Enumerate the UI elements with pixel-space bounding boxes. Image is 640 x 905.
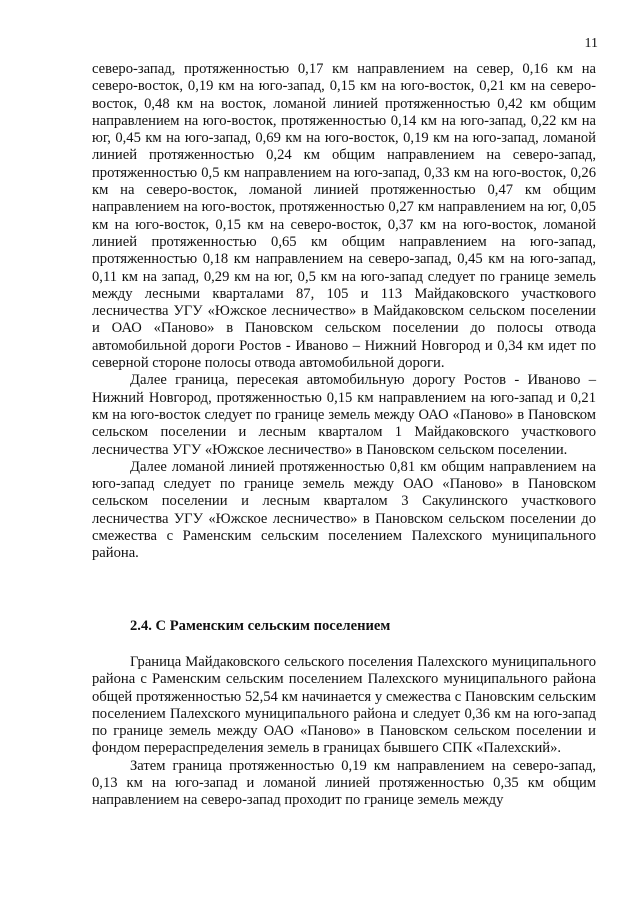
section-heading: 2.4. С Раменским сельским поселением <box>130 618 391 634</box>
paragraph: Далее граница, пересекая автомобильную дорогу Ростов - Иваново – Нижний Новгород, протяженностью 0,15 км направлением на юго-запад и 0,21 км на юго-восток следует по границе земель между ОАО «Паново» в Пановском сельском поселении и лесным кварталом 1 Майдаковского участкового лесничества УГУ «Южское лесничество» в Пановском сельском поселении. <box>92 372 596 458</box>
paragraph: Далее ломаной линией протяженностью 0,81 км общим направлением на юго-запад следует по границе земель между ОАО «Паново» в Пановском сельском поселении и лесным кварталом 3 Сакулинского участкового лесничества УГУ «Южское лесничество» в Пановском сельском поселении до смежества с Раменским сельским поселением Палехского муниципального района. <box>92 458 596 562</box>
paragraph-continuation: северо-запад, протяженностью 0,17 км направлением на север, 0,16 км на северо-восток, 0,19 км на юго-запад, 0,15 км на юго-восток, 0,21 км на северо-восток, 0,48 км на восток, ломаной линией протяженностью 0,42 км общим направлением на юго-восток, протяженностью 0,14 км на юго-запад, 0,22 км на юг, 0,45 км на юго-запад, 0,69 км на юго-восток, 0,19 км на юго-запад, ломаной линией протяженностью 0,24 км общим направлением на северо-запад, протяженностью 0,5 км направлением на юго-запад, 0,33 км на юго-восток, 0,26 км на северо-восток, ломаной линией протяженностью 0,47 км общим направлением на юго-восток, протяженностью 0,27 км направлением на юг, 0,05 км на юго-восток, 0,15 км на северо-восток, 0,37 км на юго-восток, ломаной линией протяженностью 0,65 км общим направлением на юго-запад, протяженностью 0,18 км направлением на северо-запад, 0,45 км на юго-запад, 0,11 км на запад, 0,29 км на юг, 0,5 км на юго-запад следует по границе земель между лесными кварталами 87, 105 и 113 Майдаковского участкового лесничества УГУ «Южское лесничество» в Майдаковском сельском поселении и ОАО «Паново» в Пановском сельском поселении до полосы отвода автомобильной дороги Ростов - Иваново – Нижний Новгород и 0,34 км идет по северной стороне полосы отвода автомобильной дороги. <box>92 61 596 372</box>
page-number: 11 <box>584 36 598 51</box>
text-section-after-heading <box>92 654 596 810</box>
paragraph: Граница Майдаковского сельского поселения Палехского муниципального района с Раменским сельским поселением Палехского муниципального района общей протяженностью 52,54 км начинается у смежества с Пановским сельским поселением Палехского муниципального района и следует 0,36 км на юго-запад по границе земель между ОАО «Паново» в Пановском сельском поселении и фондом перераспределения земель в границах бывшего СПК «Палехский». <box>92 654 596 757</box>
text-section-before-heading <box>92 61 596 563</box>
paragraph: Затем граница протяженностью 0,19 км направлением на северо-запад, 0,13 км на юго-запад и ломаной линией протяженностью 0,35 км общим направлением на северо-запад проходит по границе земель между <box>92 757 596 809</box>
